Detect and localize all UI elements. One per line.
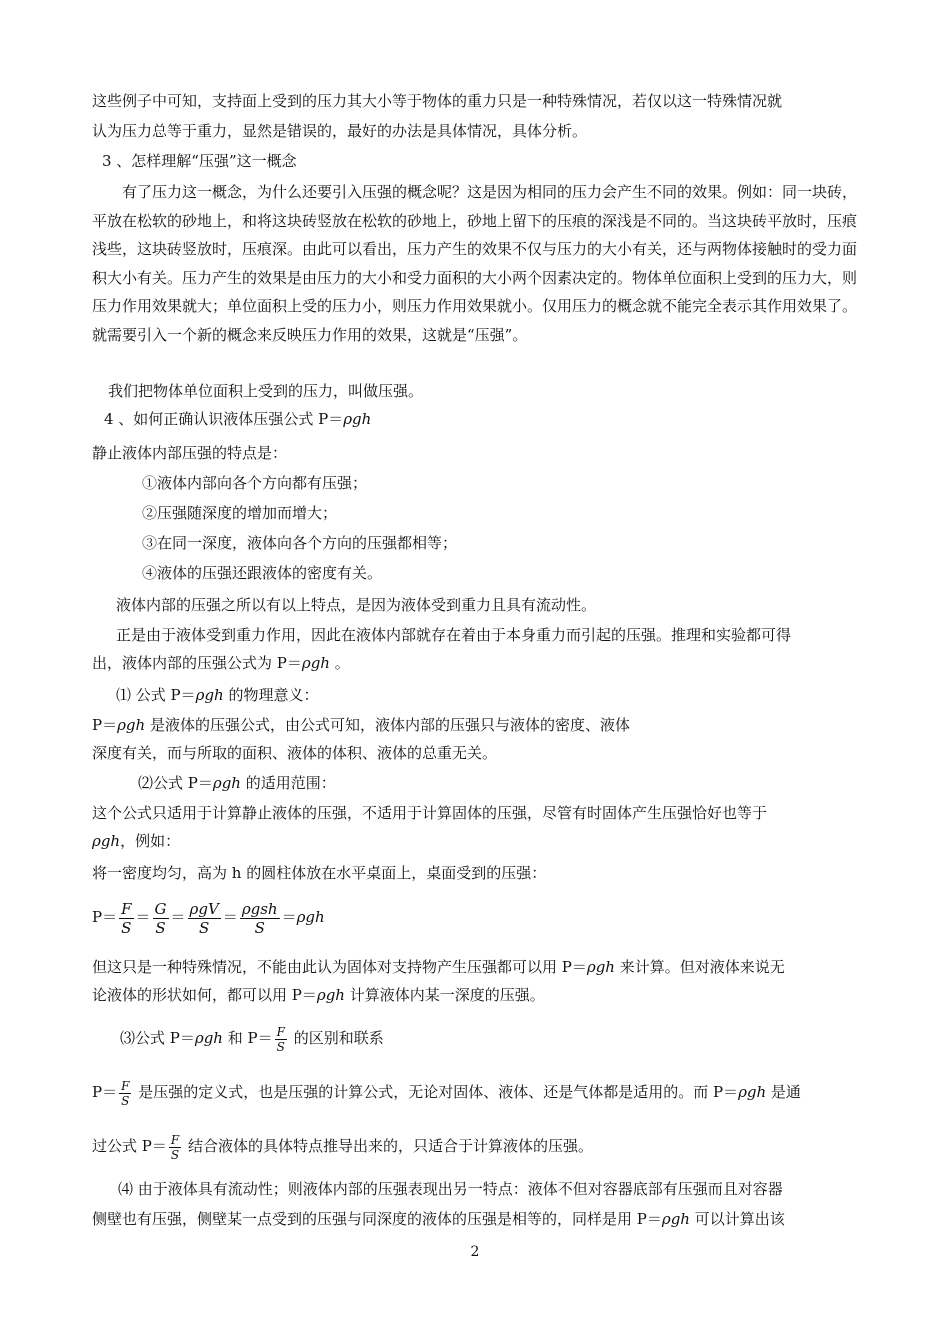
text-line: 这些例子中可知，支持面上受到的压力其大小等于物体的重力只是一种特殊情况，若仅以这一特殊情况就 xyxy=(92,92,783,110)
fraction-F-over-S: $\frac{F}{S}$ xyxy=(121,899,132,937)
text-line: 过公式 P＝ $\frac{F}{S}$ 结合液体的具体特点推导出来的，只适合于计算液体的压强。 xyxy=(92,1132,593,1162)
fraction-rhogsh-over-S: $\frac{\text{ρgsh}}{S}$ xyxy=(241,899,278,937)
fraction-rhogV-over-S: $\frac{\text{ρgV}}{S}$ xyxy=(189,899,219,937)
fraction-G-over-S: $\frac{G}{S}$ xyxy=(154,899,167,937)
subsection-1-title: ⑴ 公式 P＝ρgh 的物理意义： xyxy=(116,686,319,704)
list-item: ③在同一深度，液体向各个方向的压强都相等； xyxy=(142,534,458,552)
fraction-F-over-S: $\frac{F}{S}$ xyxy=(276,1024,285,1054)
text-line: P＝ $\frac{F}{S}$ 是压强的定义式，也是压强的计算公式，无论对固体、液体、还是气体都是适用的。而 P＝ρgh 是通 xyxy=(92,1078,801,1108)
list-item: ②压强随深度的增加而增大； xyxy=(142,504,338,522)
text-line: 这个公式只适用于计算静止液体的压强，不适用于计算固体的压强，尽管有时固体产生压强恰好也等于 xyxy=(92,804,768,822)
text-line: 将一密度均匀，高为 h 的圆柱体放在水平桌面上，桌面受到的压强： xyxy=(92,864,547,882)
text-line: 深度有关，而与所取的面积、液体的体积、液体的总重无关。 xyxy=(92,744,498,762)
fraction-F-over-S: $\frac{F}{S}$ xyxy=(170,1132,180,1162)
text-line: 认为压力总等于重力，显然是错误的，最好的办法是具体情况，具体分析。 xyxy=(92,122,588,140)
text-line: ⑷ 由于液体具有流动性；则液体内部的压强表现出另一特点：液体不但对容器底部有压强而且对容器 xyxy=(118,1180,783,1198)
subsection-3-title: ⑶公式 P＝ρgh 和 P＝ $\frac{F}{S}$ 的区别和联系 xyxy=(120,1024,384,1054)
text-line: ρgh，例如： xyxy=(92,832,181,850)
page-number: 2 xyxy=(470,1244,480,1260)
paragraph-pressure-concept: 有了压力这一概念，为什么还要引入压强的概念呢？这是因为相同的压力会产生不同的效果。例如：同一块砖，平放在松软的砂地上，和将这块砖竖放在松软的砂地上，砂地上留下的压痕的深浅是不同的。当这块砖平放时，压痕浅些，这块砖竖放时，压痕深。由此可以看出，压力产生的效果不仅与压力的大小有关，还与两物体接触时的受力面积大小有关。压力产生的效果是由压力的大小和受力面积的大小两个因素决定的。物体单位面积上受到的压力大，则压力作用效果就大；单位面积上受的压力小，则压力作用效果就小。仅用压力的概念就不能完全表示其作用效果了。就需要引入一个新的概念来反映压力作用的效果，这就是“压强”。 xyxy=(92,183,858,344)
list-item: ④液体的压强还跟液体的密度有关。 xyxy=(142,564,383,582)
text-line: 侧壁也有压强，侧壁某一点受到的压强与同深度的液体的压强是相等的，同样是用 P＝ρgh 可以计算出该 xyxy=(92,1210,785,1228)
subsection-2-title: ⑵公式 P＝ρgh 的适用范围： xyxy=(138,774,336,792)
text-line: P＝ρgh 是液体的压强公式，由公式可知，液体内部的压强只与液体的密度、液体 xyxy=(92,716,630,734)
section-heading-3: 3 、怎样理解“压强”这一概念 xyxy=(102,152,297,170)
text-line: 液体内部的压强之所以有以上特点，是因为液体受到重力且具有流动性。 xyxy=(116,596,597,614)
list-item: ①液体内部向各个方向都有压强； xyxy=(142,474,368,492)
text-line: 但这只是一种特殊情况，不能由此认为固体对支持物产生压强都可以用 P＝ρgh 来计算。但对液体来说无 xyxy=(92,958,785,976)
fraction-F-over-S: $\frac{F}{S}$ xyxy=(121,1078,130,1108)
text-line: 正是由于液体受到重力作用，因此在液体内部就存在着由于本身重力而引起的压强。推理和实验都可得 xyxy=(116,626,792,644)
text-line: 出，液体内部的压强公式为 P＝ρgh 。 xyxy=(92,654,350,672)
text-line: 论液体的形状如何，都可以用 P＝ρgh 计算液体内某一深度的压强。 xyxy=(92,986,545,1004)
pressure-definition: 我们把物体单位面积上受到的压力，叫做压强。 xyxy=(108,382,424,400)
section-heading-4: 4 、如何正确认识液体压强公式 P＝ρgh xyxy=(104,410,372,428)
text-line: 静止液体内部压强的特点是： xyxy=(92,444,288,462)
pressure-derivation-equation: P＝ $\frac{F}{S}$ ＝ $\frac{G}{S}$ ＝ $\frac{\text{ρgV}}{S}$ ＝ $\frac{\text{ρgsh}}{S}$ ＝ρgh xyxy=(92,899,325,937)
